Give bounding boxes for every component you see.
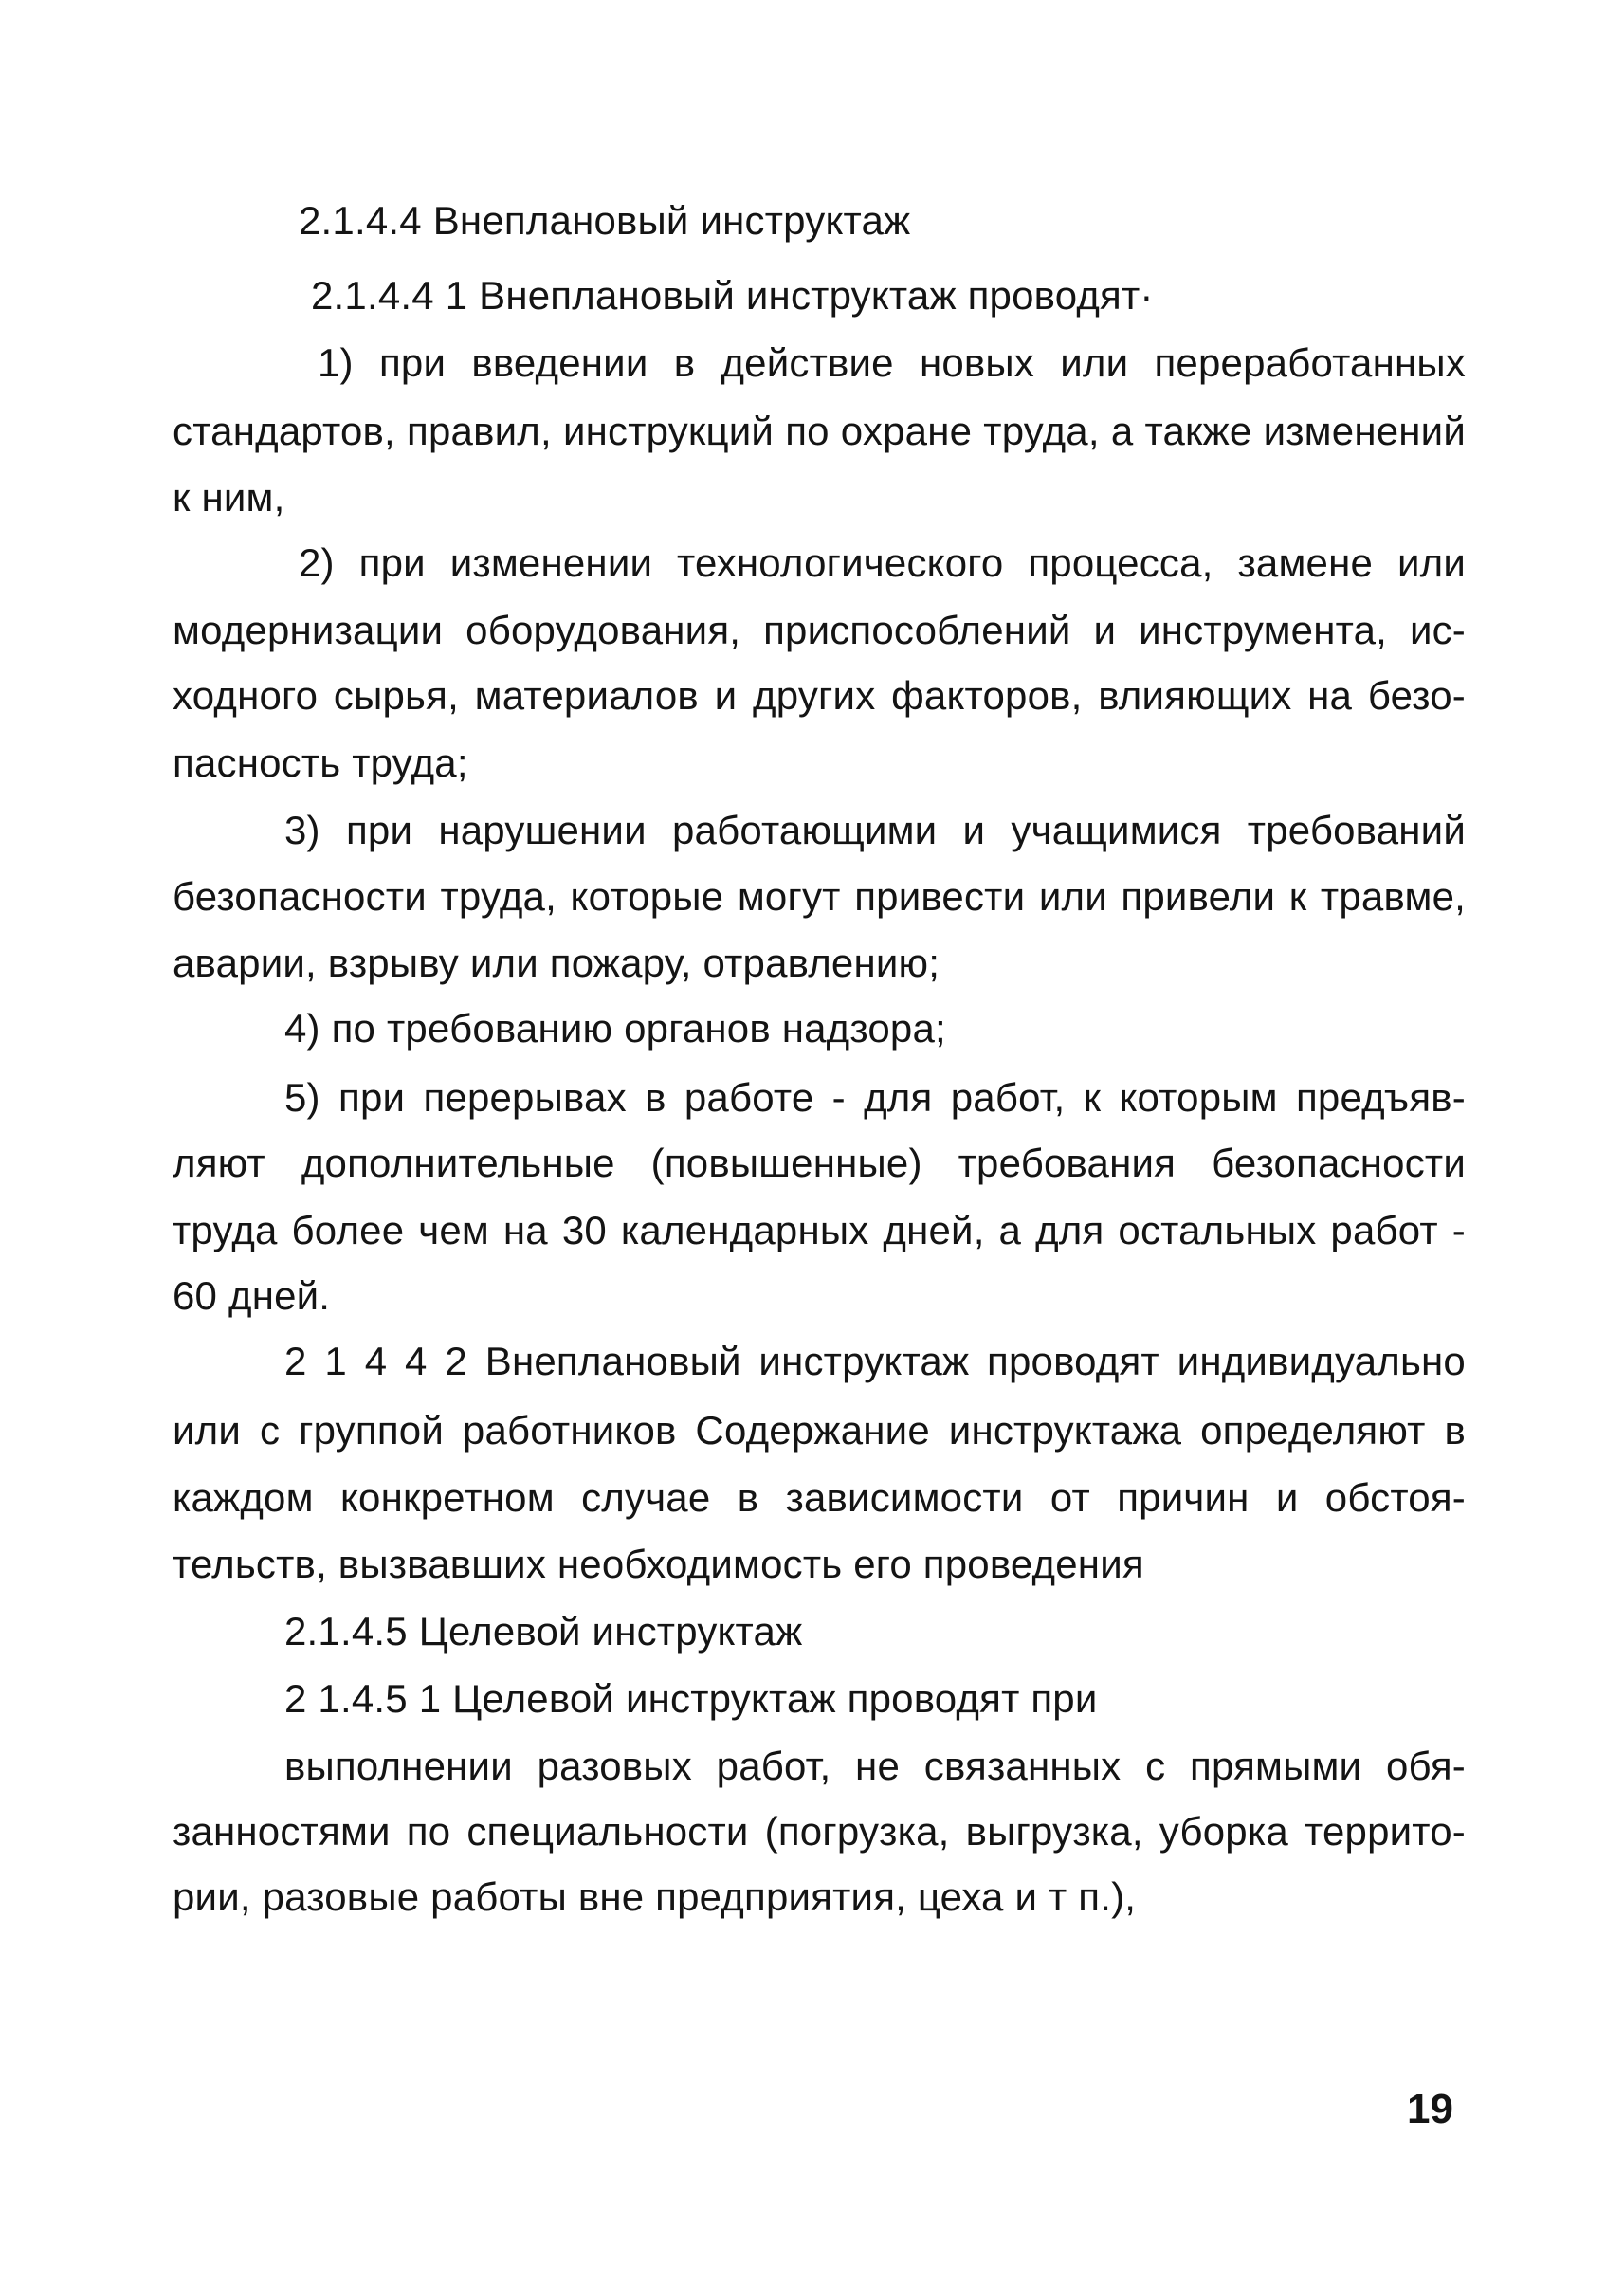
section-heading-2-1-4-4: 2.1.4.4 Внеплановый инструктаж — [299, 198, 911, 243]
list-item-1-line-2: стандартов, правил, инструкций по охране труда, а также изменений — [173, 409, 1466, 453]
list-item-3-line-3: аварии, взрыву или пожару, отравлению; — [173, 941, 940, 985]
list-item-2-line-3: ходного сырья, материалов и других факторов, влияющих на безо- — [173, 673, 1466, 718]
list-item-5-line-3: труда более чем на 30 календарных дней, а для остальных работ - — [173, 1208, 1466, 1252]
paragraph-2-1-4-5-1-intro: 2 1.4.5 1 Целевой инструктаж проводят при — [284, 1676, 1098, 1721]
list-item-2-line-1: 2) при изменении технологического процесса, замене или — [299, 540, 1466, 585]
paragraph-2-1-4-4-1-intro: 2.1.4.4 1 Внеплановый инструктаж проводят· — [311, 273, 1154, 318]
paragraph-2-1-4-4-2-line-1: 2 1 4 4 2 Внеплановый инструктаж проводят индивидуально — [284, 1339, 1466, 1383]
page-number: 19 — [1407, 2086, 1453, 2132]
section-heading-2-1-4-5: 2.1.4.5 Целевой инструктаж — [284, 1609, 803, 1654]
list-item-5-line-4: 60 дней. — [173, 1273, 331, 1318]
list-item-5-line-2: ляют дополнительные (повышенные) требования безопасности — [173, 1141, 1466, 1185]
paragraph-2-1-4-5-1-line-2: занностями по специальности (погрузка, выгрузка, уборка террито- — [173, 1809, 1466, 1854]
list-item-3-line-2: безопасности труда, которые могут привести или привели к травме, — [173, 874, 1466, 919]
paragraph-2-1-4-5-1-line-1: выполнении разовых работ, не связанных с прямыми обя- — [284, 1744, 1466, 1788]
paragraph-2-1-4-4-2-line-2: или с группой работников Содержание инструктажа определяют в — [173, 1408, 1466, 1453]
list-item-4: 4) по требованию органов надзора; — [284, 1006, 946, 1051]
list-item-5-line-1: 5) при перерывах в работе - для работ, к которым предъяв- — [284, 1075, 1466, 1120]
paragraph-2-1-4-5-1-line-3: рии, разовые работы вне предприятия, цеха и т п.), — [173, 1874, 1137, 1919]
paragraph-2-1-4-4-2-line-4: тельств, вызвавших необходимость его проведения — [173, 1542, 1144, 1586]
list-item-1-line-1: 1) при введении в действие новых или переработанных — [318, 340, 1466, 385]
list-item-1-line-3: к ним, — [173, 475, 285, 520]
list-item-2-line-4: пасность труда; — [173, 740, 468, 785]
paragraph-2-1-4-4-2-line-3: каждом конкретном случае в зависимости от причин и обстоя- — [173, 1475, 1466, 1520]
list-item-3-line-1: 3) при нарушении работающими и учащимися требований — [284, 808, 1466, 852]
list-item-2-line-2: модернизации оборудования, приспособлений и инструмента, ис- — [173, 608, 1466, 652]
